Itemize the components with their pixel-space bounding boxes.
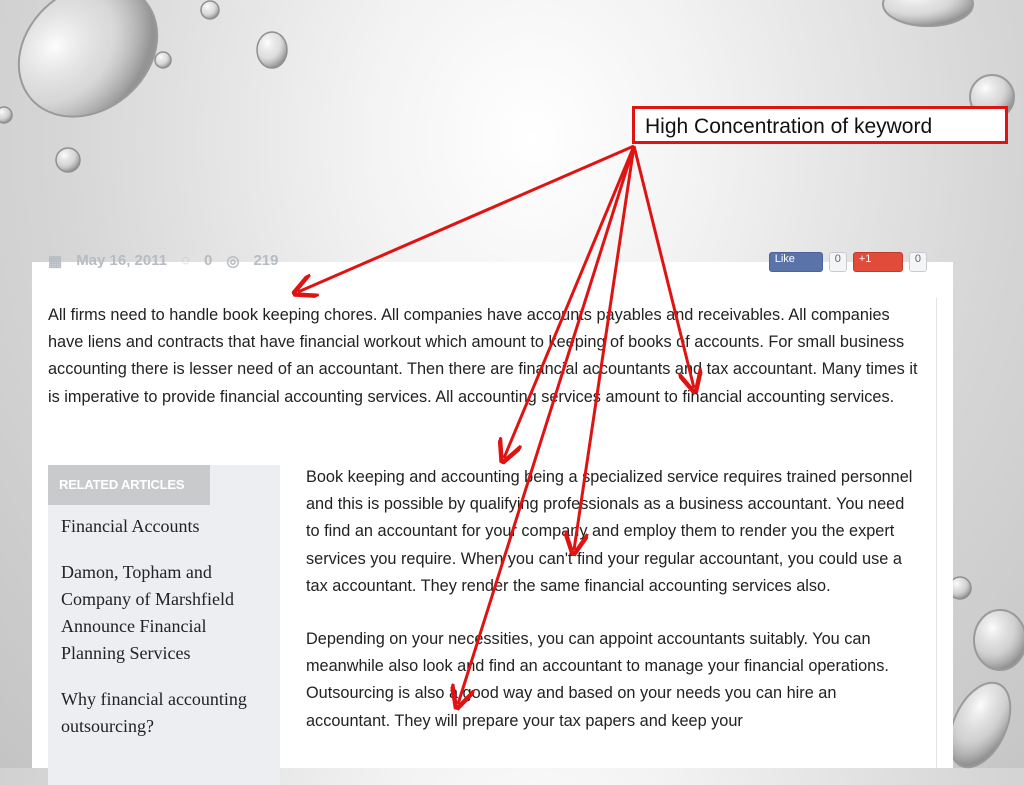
view-count: 219 [253,252,279,269]
related-articles-sidebar [48,465,280,785]
body-paragraph: Depending on your necessities, you can appoint accountants suitably. You can meanwhile also look and find an accountant to manage your financial operations. Outsourcing is also a good way and based on your needs you can hire an accountant. They will prepare your tax papers and keep your [306,630,889,730]
related-article-link[interactable]: Why financial accounting outsourcing? [61,689,247,736]
body-paragraph: Book keeping and accounting being a specialized service requires trained personnel and this is possible by qualifying professionals as a business accountant. You need to find an accountant for your company and employ them to render you the expert services you require. When you can't find your regular accountant, you could use a tax accountant. They render the same financial accounting services also. [306,468,913,595]
like-count: 0 [829,252,847,272]
related-articles-header: RELATED ARTICLES [48,465,210,505]
drop [257,32,287,68]
plus-one-count: 0 [909,252,927,272]
content-divider [936,298,937,768]
article-date: May 16, 2011 [76,252,168,269]
drop [155,52,171,68]
drop [0,107,12,123]
article-meta [48,252,279,272]
comment-count: 0 [204,252,213,269]
calendar-icon: ▦ [48,253,63,270]
callout-text: High Concentration of keyword [645,115,933,138]
drop [201,1,219,19]
intro-paragraph: All firms need to handle book keeping chores. All companies have accounts payables and receivables. All companies have liens and contracts that have financial workout which amount to keeping of books of accounts. For small business accounting there is lesser need of an accountant. Then there are financial accountants and tax accountant. Many times it is imperative to provide financial accounting services. All accounting services amount to financial accounting services. [48,306,918,406]
eye-icon: ◎ [226,253,240,270]
related-article-link[interactable]: Damon, Topham and Company of Marshfield Announce Financial Planning Services [61,562,234,663]
comment-icon: ◌ [181,252,191,269]
drop [883,0,973,26]
social-buttons [769,252,927,272]
plus-one-button[interactable]: +1 [853,252,903,272]
article-body [306,464,918,761]
drop [56,148,80,172]
like-button[interactable]: Like [769,252,823,272]
drop [0,0,184,144]
related-article-link[interactable]: Financial Accounts [61,516,200,536]
keyword-callout-box [632,106,1008,144]
drop [974,610,1024,670]
article-screenshot [32,252,953,768]
related-articles-list [48,505,280,740]
